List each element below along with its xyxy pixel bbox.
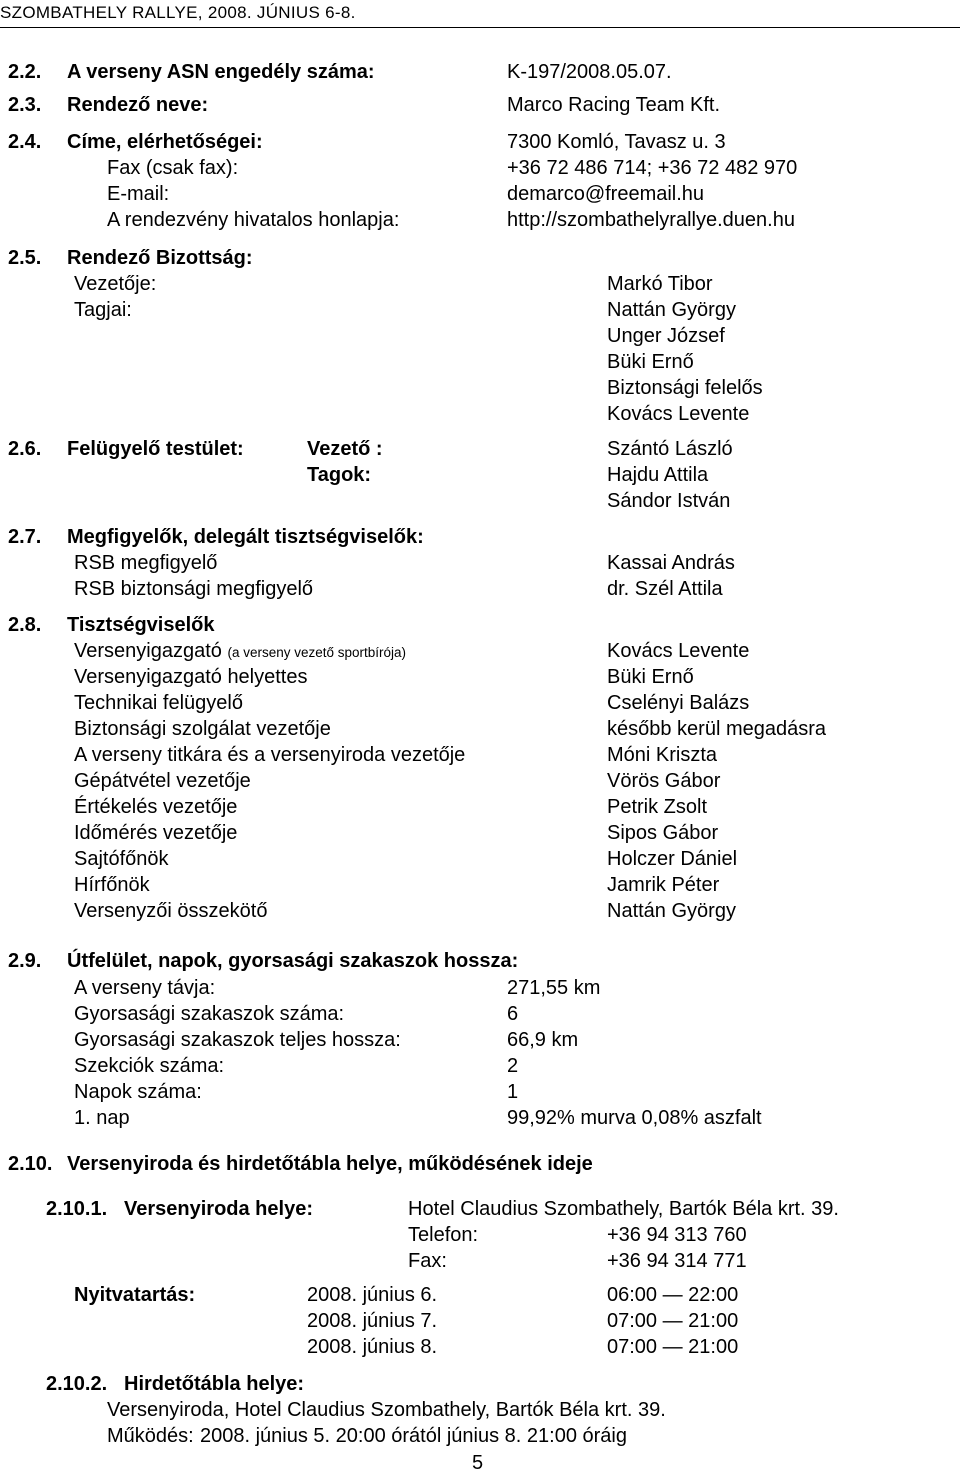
- route-stat-value: 1: [507, 1081, 519, 1103]
- committee-name: Nattán György: [607, 299, 736, 321]
- fax-value: +36 72 486 714; +36 72 482 970: [507, 157, 798, 179]
- opening-time: 07:00 — 21:00: [607, 1310, 739, 1332]
- section-title: Rendező Bizottság:: [67, 247, 253, 269]
- section-number: 2.6.: [8, 438, 42, 460]
- website-value: http://szombathelyrallye.duen.hu: [507, 209, 795, 231]
- fax-label: Fax (csak fax):: [107, 157, 239, 179]
- committee-members-label: Tagjai:: [74, 299, 132, 321]
- official-name: Büki Ernő: [607, 666, 694, 688]
- subsection-number: 2.10.2.: [46, 1373, 108, 1395]
- opening-date: 2008. június 8.: [307, 1336, 438, 1358]
- section-title: Versenyiroda és hirdetőtábla helye, működésének ideje: [67, 1153, 593, 1175]
- official-role: Gépátvétel vezetője: [74, 770, 251, 792]
- official-name: Móni Kriszta: [607, 744, 718, 766]
- asn-permit-value: K-197/2008.05.07.: [507, 61, 672, 83]
- route-stat-value: 66,9 km: [507, 1029, 579, 1051]
- organizer-name-value: Marco Racing Team Kft.: [507, 94, 721, 116]
- office-fax-value: +36 94 314 771: [607, 1250, 747, 1272]
- official-role: Biztonsági szolgálat vezetője: [74, 718, 331, 740]
- opening-date: 2008. június 7.: [307, 1310, 438, 1332]
- section-title: Tisztségviselők: [67, 614, 215, 636]
- email-value: demarco@freemail.hu: [507, 183, 705, 205]
- official-role: Sajtófőnök: [74, 848, 169, 870]
- stewards-members-label: Tagok:: [307, 464, 372, 486]
- email-label: E-mail:: [107, 183, 170, 205]
- observer-role: RSB megfigyelő: [74, 552, 218, 574]
- office-phone-value: +36 94 313 760: [607, 1224, 747, 1246]
- route-stat-value: 271,55 km: [507, 977, 601, 999]
- section-number: 2.7.: [8, 526, 42, 548]
- opening-time: 06:00 — 22:00: [607, 1284, 739, 1306]
- steward-name: Szántó László: [607, 438, 733, 460]
- official-name: Nattán György: [607, 900, 736, 922]
- office-fax-label: Fax:: [408, 1250, 447, 1272]
- section-number: 2.9.: [8, 950, 42, 972]
- committee-leader-label: Vezetője:: [74, 273, 157, 295]
- organizer-name-label: Rendező neve:: [67, 94, 209, 116]
- route-stat-label: Gyorsasági szakaszok teljes hossza:: [74, 1029, 401, 1051]
- organizer-address-value: 7300 Komló, Tavasz u. 3: [507, 131, 726, 153]
- route-stat-label: A verseny távja:: [74, 977, 216, 999]
- section-title: Útfelület, napok, gyorsasági szakaszok hossza:: [67, 950, 519, 972]
- steward-name: Sándor István: [607, 490, 731, 512]
- official-name: Kovács Levente: [607, 640, 750, 662]
- observer-name: Kassai András: [607, 552, 735, 574]
- section-number: 2.10.: [8, 1153, 53, 1175]
- route-stat-value: 99,92% murva 0,08% aszfalt: [507, 1107, 762, 1129]
- stewards-leader-label: Vezető :: [307, 438, 383, 460]
- running-header: SZOMBATHELY RALLYE, 2008. JÚNIUS 6-8.: [0, 3, 356, 22]
- noticeboard-operation-value: 2008. június 5. 20:00 órától június 8. 21:00 óráig: [200, 1425, 627, 1447]
- official-name: Cselényi Balázs: [607, 692, 750, 714]
- section-number: 2.5.: [8, 247, 42, 269]
- route-stat-value: 2: [507, 1055, 519, 1077]
- opening-date: 2008. június 6.: [307, 1284, 438, 1306]
- route-stat-label: 1. nap: [74, 1107, 130, 1129]
- route-stat-label: Szekciók száma:: [74, 1055, 225, 1077]
- official-name: Jamrik Péter: [607, 874, 720, 896]
- official-name: Sipos Gábor: [607, 822, 719, 844]
- committee-name: Unger József: [607, 325, 725, 347]
- official-role: A verseny titkára és a versenyiroda vezetője: [74, 744, 466, 766]
- committee-name: Biztonsági felelős: [607, 377, 763, 399]
- section-title: Megfigyelők, delegált tisztségviselők:: [67, 526, 424, 548]
- observer-role: RSB biztonsági megfigyelő: [74, 578, 314, 600]
- organizer-address-label: Címe, elérhetőségei:: [67, 131, 263, 153]
- subsection-title: Versenyiroda helye:: [124, 1198, 313, 1220]
- website-label: A rendezvény hivatalos honlapja:: [107, 209, 400, 231]
- official-name: Petrik Zsolt: [607, 796, 708, 818]
- official-role: Értékelés vezetője: [74, 796, 238, 818]
- section-number: 2.4.: [8, 131, 42, 153]
- route-stat-label: Gyorsasági szakaszok száma:: [74, 1003, 345, 1025]
- committee-name: Markó Tibor: [607, 273, 713, 295]
- section-number: 2.3.: [8, 94, 42, 116]
- official-role: Hírfőnök: [74, 874, 150, 896]
- official-name: később kerül megadásra: [607, 718, 827, 740]
- noticeboard-operation-label: Működés:: [107, 1425, 194, 1447]
- office-address: Hotel Claudius Szombathely, Bartók Béla krt. 39.: [408, 1198, 839, 1220]
- official-name: Vörös Gábor: [607, 770, 721, 792]
- official-role-main: Versenyigazgató: [74, 640, 222, 662]
- subsection-number: 2.10.1.: [46, 1198, 108, 1220]
- section-title: Felügyelő testület:: [67, 438, 244, 460]
- opening-time: 07:00 — 21:00: [607, 1336, 739, 1358]
- asn-permit-label: A verseny ASN engedély száma:: [67, 61, 375, 83]
- official-name: Holczer Dániel: [607, 848, 738, 870]
- steward-name: Hajdu Attila: [607, 464, 709, 486]
- committee-name: Büki Ernő: [607, 351, 694, 373]
- official-role: Technikai felügyelő: [74, 692, 243, 714]
- official-role: Versenyzői összekötő: [74, 900, 268, 922]
- committee-name: Kovács Levente: [607, 403, 750, 425]
- official-role: Időmérés vezetője: [74, 822, 238, 844]
- opening-hours-label: Nyitvatartás:: [74, 1284, 196, 1306]
- page-number: 5: [472, 1452, 484, 1474]
- section-number: 2.8.: [8, 614, 42, 636]
- subsection-title: Hirdetőtábla helye:: [124, 1373, 305, 1395]
- header-divider: [0, 27, 960, 28]
- noticeboard-location: Versenyiroda, Hotel Claudius Szombathely, Bartók Béla krt. 39.: [107, 1399, 666, 1421]
- official-role: [74, 639, 406, 665]
- route-stat-value: 6: [507, 1003, 519, 1025]
- official-role: Versenyigazgató helyettes: [74, 666, 308, 688]
- observer-name: dr. Szél Attila: [607, 578, 723, 600]
- section-number: 2.2.: [8, 61, 42, 83]
- route-stat-label: Napok száma:: [74, 1081, 202, 1103]
- office-phone-label: Telefon:: [408, 1224, 479, 1246]
- official-role-note: (a verseny vezető sportbírója): [227, 645, 407, 660]
